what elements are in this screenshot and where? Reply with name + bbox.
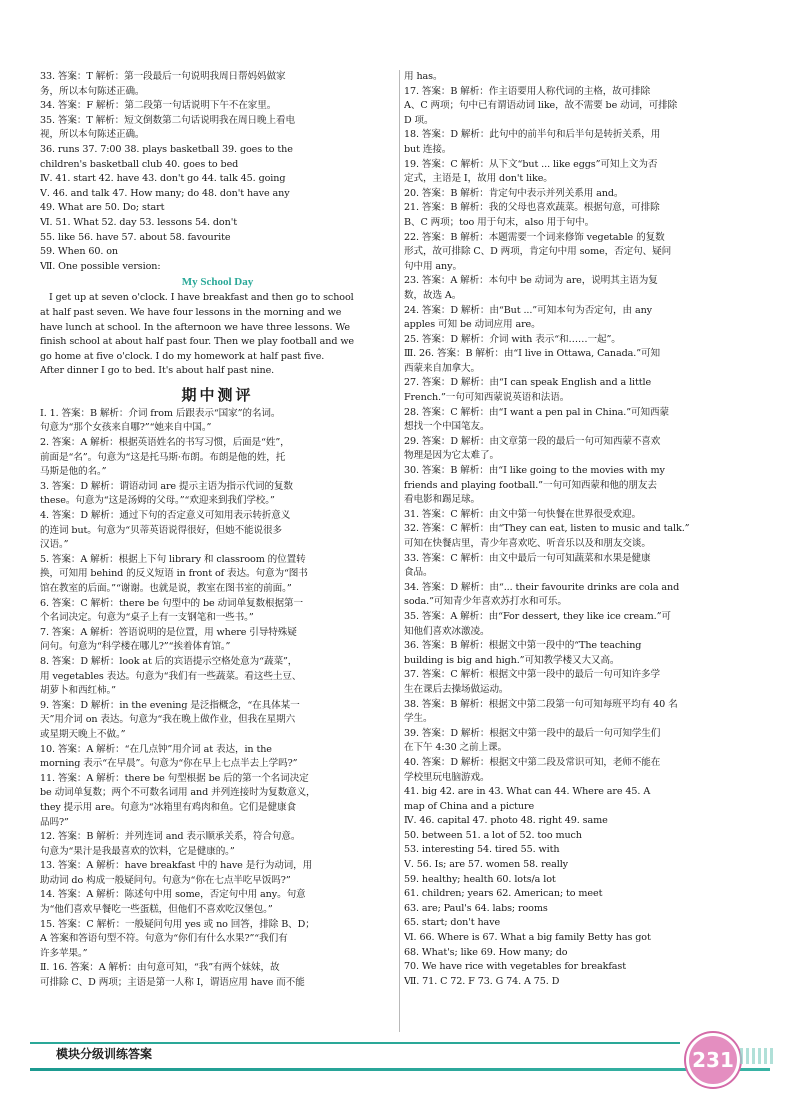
text-line: 视，所以本句陈述正确。: [40, 129, 145, 141]
text-line: 生在课后去操场做运动。: [404, 683, 509, 695]
text-line: 句中用 any。: [404, 260, 462, 272]
text-line: A 答案和答语句型不符。句意为“你们有什么水果?”“我们有: [40, 933, 288, 945]
text-line: finish school at about half past four. Then we play football and we: [40, 336, 355, 348]
text-line: 63. are; Paul's 64. labs; rooms: [404, 902, 548, 914]
text-line: have lunch at school. In the afternoon we have three lessons. We: [40, 321, 350, 333]
column-divider: [399, 70, 400, 1032]
left-column: [40, 70, 395, 991]
text-line: 19. 答案：C 解析：从下文“but ... like eggs”可知上文为否: [404, 158, 658, 170]
text-line: 27. 答案：D 解析：由“I can speak English and a little: [404, 377, 652, 389]
text-line: 换，可知用 behind 的反义短语 in front of 表达。句意为“图书: [40, 568, 308, 580]
text-line: 形式，故可排除 C、D 两项，肯定句中用 some，否定句、疑问: [404, 246, 672, 258]
text-line: building is big and high.”可知教学楼又大又高。: [404, 654, 620, 666]
text-line: 8. 答案：D 解析：look at 后的宾语提示空格处意为“蔬菜”，: [40, 655, 298, 667]
text-line: these。句意为“这是汤姆的父母。”“欢迎来到我们学校。”: [40, 495, 275, 507]
text-line: 9. 答案：D 解析：in the evening 是泛指概念，“在具体某一: [40, 699, 300, 711]
text-line: Ⅳ. 46. capital 47. photo 48. right 49. same: [404, 815, 608, 827]
section-heading: 期中测评: [181, 385, 254, 404]
text-line: at half past seven. We have four lessons in the morning and we: [40, 306, 342, 318]
text-line: 汉语。”: [40, 539, 69, 551]
text-line: 物理是因为它太难了。: [404, 450, 499, 462]
footer-band: [30, 1068, 770, 1071]
text-line: 为“他们喜欢早餐吃一些蛋糕，但他们不喜欢吃汉堡包。”: [40, 904, 273, 916]
text-line: 33. 答案：T 解析：第一段最后一句说明我周日帮妈妈做家: [40, 71, 286, 82]
text-line: D 项。: [404, 114, 434, 126]
text-line: 50. between 51. a lot of 52. too much: [404, 829, 582, 841]
text-line: soda.”可知青少年喜欢苏打水和可乐。: [404, 596, 567, 608]
text-line: Ⅶ. 71. C 72. F 73. G 74. A 75. D: [404, 975, 560, 987]
text-line: 馆在教室的后面。”“谢谢。也就是说，教室在图书室的前面。”: [40, 583, 292, 594]
text-line: 13. 答案：A 解析：have breakfast 中的 have 是行为动词，用: [40, 860, 313, 872]
page-number-badge: [686, 1033, 740, 1087]
text-line: Ⅴ. 46. and talk 47. How many; do 48. don't have any: [40, 187, 290, 199]
text-line: Ⅵ. 66. Where is 67. What a big family Betty has got: [404, 932, 651, 944]
text-line: 14. 答案：A 解析：陈述句中用 some，否定句中用 any。句意: [40, 889, 306, 901]
text-line: 用 vegetables 表达。句意为“我们有一些蔬菜。看这些土豆、: [40, 670, 302, 682]
text-line: 食品。: [404, 567, 433, 579]
text-line: 70. We have rice with vegetables for breakfast: [404, 961, 626, 973]
text-line: 4. 答案：D 解析：通过下句的否定意义可知用表示转折意义: [40, 510, 291, 522]
text-line: 的连词 but。句意为“贝蒂英语说得很好，但她不能说很多: [40, 524, 282, 536]
right-column: [404, 70, 756, 989]
text-line: 33. 答案：C 解析：由文中最后一句可知蔬菜和水果是健康: [404, 552, 651, 564]
text-line: 前面是“名”。句意为“这是托马斯·布朗。布朗是他的姓，托: [40, 451, 286, 463]
text-line: 36. 答案：B 解析：根据文中第一段中的“The teaching: [404, 640, 642, 652]
text-line: 35. 答案：A 解析：由“For dessert, they like ice cream.”可: [404, 610, 671, 622]
text-line: A、C 两项；句中已有谓语动词 like，故不需要 be 动词，可排除: [404, 100, 678, 112]
text-line: 定式，主语是 I，故用 don't like。: [404, 173, 553, 185]
text-line: 5. 答案：A 解析：根据上下句 library 和 classroom 的位置转: [40, 553, 306, 565]
text-line: 41. big 42. are in 43. What can 44. Where are 45. A: [404, 786, 651, 798]
text-line: morning 表示“在早晨”。句意为“你在早上七点半去上学吗?”: [40, 758, 298, 770]
text-line: 10. 答案：A 解析：“在几点钟”用介词 at 表达，in the: [40, 743, 272, 755]
text-line: 7. 答案：A 解析：答语说明的是位置，用 where 引导特殊疑: [40, 626, 297, 638]
text-line: 想找一个中国笔友。: [404, 421, 490, 433]
text-line: 31. 答案：C 解析：由文中第一句快餐在世界很受欢迎。: [404, 508, 641, 520]
text-line: 59. healthy; health 60. lots/a lot: [404, 873, 556, 885]
text-line: children's basketball club 40. goes to bed: [40, 158, 239, 170]
text-line: 12. 答案：B 解析：并列连词 and 表示顺承关系，符合句意。: [40, 831, 301, 843]
text-line: 68. What's; like 69. How many; do: [404, 946, 568, 958]
text-line: 37. 答案：C 解析：根据文中第一段中的最后一句可知许多学: [404, 669, 660, 681]
text-line: 胡萝卜和西红柿。”: [40, 685, 116, 697]
text-line: Ⅵ. 51. What 52. day 53. lessons 54. don't: [40, 216, 237, 228]
text-line: Ⅴ. 56. Is; are 57. women 58. really: [404, 859, 569, 871]
text-line: 助动词 do 构成一般疑问句。句意为“你在七点半吃早饭吗?”: [40, 874, 291, 886]
text-line: 49. What are 50. Do; start: [40, 202, 165, 214]
text-line: 24. 答案：D 解析：由“But ...”可知本句为否定句，由 any: [404, 304, 653, 316]
text-line: 知他们喜欢冰激凌。: [404, 625, 490, 637]
text-line: 用 has。: [404, 71, 443, 82]
text-line: friends and playing football.”一句可知西蒙和他的朋友去: [404, 479, 657, 491]
text-line: 23. 答案：A 解析：本句中 be 动词为 are，说明其主语为复: [404, 275, 658, 287]
text-line: 数，故选 A。: [404, 289, 462, 301]
text-line: 40. 答案：D 解析：根据文中第二段及常识可知，老师不能在: [404, 756, 661, 768]
text-line: 65. start; don't have: [404, 917, 501, 929]
text-line: 2. 答案：A 解析：根据英语姓名的书写习惯，后面是“姓”，: [40, 437, 290, 449]
text-line: Ⅰ. 1. 答案：B 解析：介词 from 后跟表示“国家”的名词。: [40, 407, 281, 419]
text-line: 21. 答案：B 解析：我的父母也喜欢蔬菜。根据句意，可排除: [404, 202, 660, 214]
text-line: 天”用介词 on 表达。句意为“我在晚上做作业，但我在星期六: [40, 714, 296, 726]
text-line: Ⅳ. 41. start 42. have 43. don't go 44. talk 45. going: [40, 173, 286, 185]
text-line: 学校里玩电脑游戏。: [404, 771, 490, 783]
text-line: 39. 答案：D 解析：根据文中第一段中的最后一句可知学生们: [404, 727, 661, 739]
text-line: 问句。句意为“科学楼在哪儿?”“挨着体育馆。”: [40, 641, 231, 653]
text-line: 25. 答案：D 解析：介词 with 表示“和……一起”。: [404, 333, 621, 345]
text-line: but 连接。: [404, 143, 452, 155]
text-line: 38. 答案：B 解析：根据文中第二段第一句可知每班平均有 40 名: [404, 698, 678, 710]
page-number: 231: [692, 1048, 734, 1072]
text-line: apples 可知 be 动词应用 are。: [404, 319, 541, 331]
essay-title: My School Day: [181, 276, 254, 289]
text-line: 28. 答案：C 解析：由“I want a pen pal in China.”可知西蒙: [404, 406, 670, 418]
text-line: be 动词单复数；两个不可数名词用 and 并列连接时为复数意义，: [40, 787, 316, 799]
text-line: 可排除 C、D 两项；主语是第一人称 I，谓语应用 have 而不能: [40, 977, 305, 989]
text-line: map of China and a picture: [404, 800, 535, 812]
text-line: 15. 答案：C 解析：一般疑问句用 yes 或 no 回答，排除 B、D；: [40, 918, 315, 930]
text-line: Ⅶ. One possible version:: [40, 260, 161, 272]
text-line: 看电影和踢足球。: [404, 494, 480, 506]
text-line: 18. 答案：D 解析：此句中的前半句和后半句是转折关系，用: [404, 129, 661, 141]
text-line: 西蒙来自加拿大。: [404, 362, 480, 374]
text-line: 学生。: [404, 713, 433, 725]
text-line: go home at five o'clock. I do my homework at half past five.: [40, 350, 325, 362]
text-line: 30. 答案：B 解析：由“I like going to the movies with my: [404, 465, 665, 477]
text-line: 句意为“果汁是我最喜欢的饮料，它是健康的。”: [40, 845, 235, 857]
text-line: After dinner I go to bed. It's about half past nine.: [40, 365, 275, 377]
text-line: Ⅱ. 16. 答案：A 解析：由句意可知，“我”有两个妹妹，故: [40, 962, 280, 974]
text-line: 个名词决定。句意为“桌子上有一支钢笔和一些书。”: [40, 612, 254, 624]
text-line: 马斯是他的名。”: [40, 466, 107, 478]
text-line: 11. 答案：A 解析：there be 句型根据 be 后的第一个名词决定: [40, 772, 309, 784]
footer-rule: [30, 1042, 680, 1044]
text-line: 22. 答案：B 解析：本题需要一个词来修饰 vegetable 的复数: [404, 231, 665, 243]
text-line: 61. children; years 62. American; to meet: [404, 888, 603, 900]
text-line: 20. 答案：B 解析：肯定句中表示并列关系用 and。: [404, 187, 624, 199]
text-line: 务，所以本句陈述正确。: [40, 85, 145, 97]
text-line: Ⅲ. 26. 答案：B 解析：由“I live in Ottawa, Canada.”可知: [404, 348, 661, 360]
decorative-dots: [740, 1048, 774, 1064]
text-line: 可知在快餐店里，青少年喜欢吃、听音乐以及和朋友交谈。: [404, 538, 651, 549]
text-line: 29. 答案：D 解析：由文章第一段的最后一句可知西蒙不喜欢: [404, 435, 661, 447]
text-line: 59. When 60. on: [40, 246, 119, 258]
text-line: 34. 答案：F 解析：第二段第一句话说明下午不在家里。: [40, 100, 277, 112]
text-line: 许多苹果。”: [40, 947, 88, 959]
text-line: 句意为“那个女孩来自哪?”“她来自中国。”: [40, 422, 212, 434]
text-line: French.”一句可知西蒙说英语和法语。: [404, 392, 570, 404]
text-line: 6. 答案：C 解析：there be 句型中的 be 动词单复数根据第一: [40, 597, 303, 609]
footer-title: 模块分级训练答案: [56, 1047, 153, 1061]
text-line: 17. 答案：B 解析：作主语要用人称代词的主格，故可排除: [404, 85, 651, 97]
text-line: 53. interesting 54. tired 55. with: [404, 844, 560, 856]
text-line: 3. 答案：D 解析：谓语动词 are 提示主语为指示代词的复数: [40, 480, 293, 492]
text-line: 32. 答案：C 解析：由“They can eat, listen to music and talk.”: [404, 523, 690, 535]
essay-line: I get up at seven o'clock. I have breakfast and then go to school: [49, 292, 354, 304]
text-line: 品吗?”: [40, 816, 69, 828]
text-line: 在下午 4:30 之前上课。: [404, 742, 507, 754]
text-line: 55. like 56. have 57. about 58. favourite: [40, 231, 231, 243]
text-line: 35. 答案：T 解析：短文倒数第二句话说明我在周日晚上看电: [40, 114, 296, 126]
text-line: 36. runs 37. 7:00 38. plays basketball 39. goes to the: [40, 143, 293, 155]
text-line: they 提示用 are。句意为“冰箱里有鸡肉和鱼。它们是健康食: [40, 801, 296, 813]
text-line: B、C 两项；too 用于句末，also 用于句中。: [404, 216, 595, 228]
text-line: 34. 答案：D 解析：由“... their favourite drinks are cola and: [404, 581, 680, 593]
text-line: 或星期天晚上不做。”: [40, 728, 126, 740]
